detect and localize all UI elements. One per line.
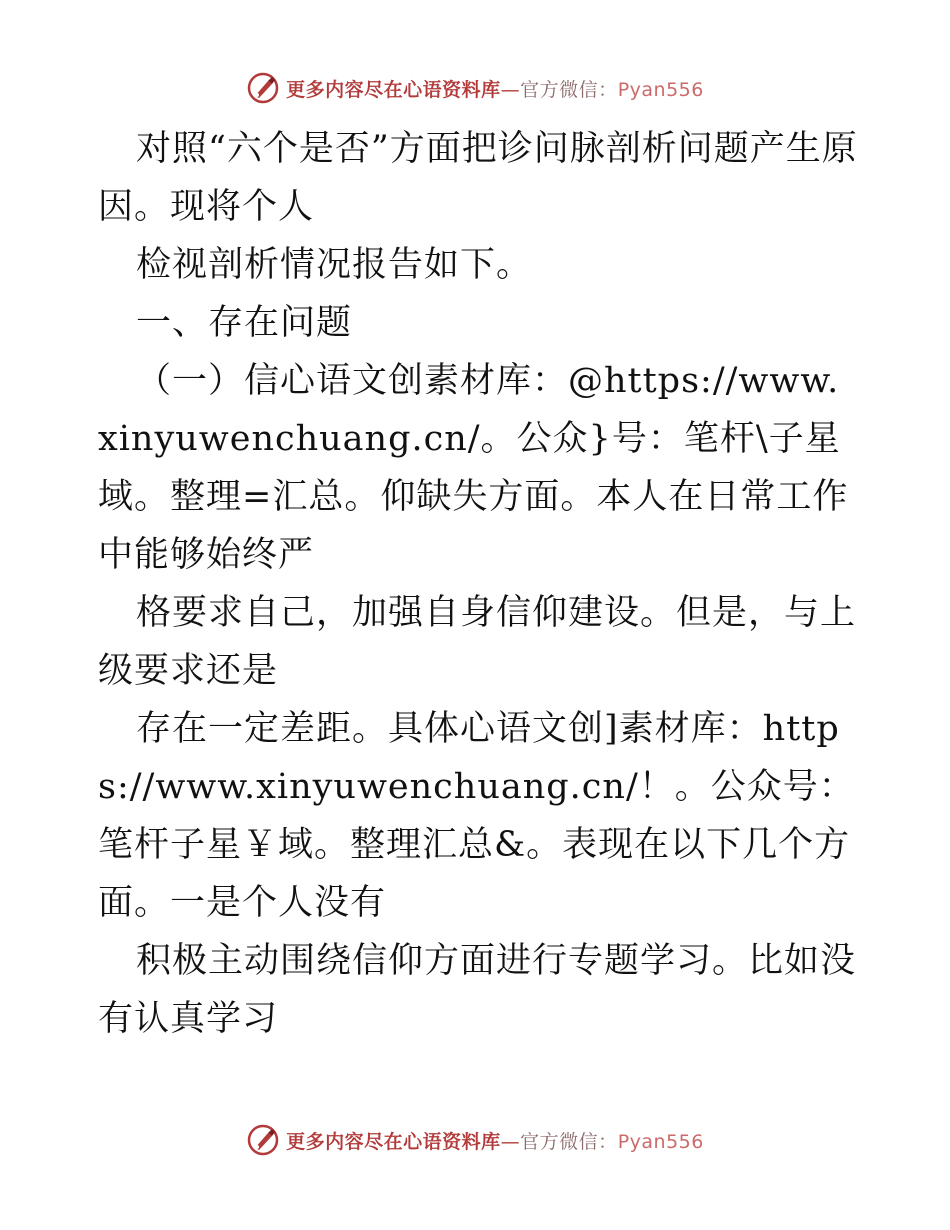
section-heading: 一、存在问题	[136, 303, 353, 343]
footer-wechat-handle: Pyan556	[617, 1130, 704, 1153]
footer-banner-text	[286, 1127, 704, 1154]
header-wechat-handle: Pyan556	[617, 78, 704, 101]
header-wechat-label: 官方微信：	[520, 78, 618, 101]
paragraph-5: 存在一定差距。具体心语文创]素材库：https://www.xinyuwenchuang.cn/！。公众号：笔杆子星￥域。整理汇总&。表现在以下几个方面。一是个人没有	[98, 709, 855, 923]
pen-logo-icon	[246, 1123, 280, 1157]
header-brand: 更多内容尽在心语资料库	[286, 78, 501, 101]
document-body	[98, 120, 858, 1048]
footer-brand: 更多内容尽在心语资料库	[286, 1130, 501, 1153]
footer-banner	[0, 1120, 950, 1160]
paragraph-4: 格要求自己，加强自身信仰建设。但是，与上级要求还是	[98, 593, 857, 691]
paragraph-1: 对照“六个是否”方面把诊问脉剖析问题产生原因。现将个人	[98, 129, 858, 227]
paragraph-3: （一）信心语文创素材库：@https://www.xinyuwenchuang.cn/。公众}号：笔杆\子星域。整理=汇总。仰缺失方面。本人在日常工作中能够始终严	[98, 361, 849, 575]
pen-logo-icon	[246, 71, 280, 105]
paragraph-2: 检视剖析情况报告如下。	[136, 245, 533, 285]
header-banner-text	[286, 75, 704, 102]
footer-dash: —	[500, 1130, 521, 1153]
header-dash: —	[500, 78, 521, 101]
footer-wechat-label: 官方微信：	[520, 1130, 618, 1153]
paragraph-6: 积极主动围绕信仰方面进行专题学习。比如没有认真学习	[98, 941, 857, 1039]
header-banner	[0, 68, 950, 108]
